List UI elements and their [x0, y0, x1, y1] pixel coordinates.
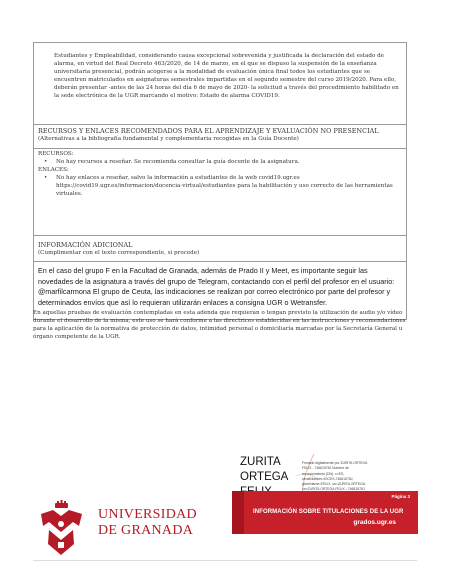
footer-banner [232, 491, 418, 534]
banner-accent [232, 491, 244, 534]
university-name-line: DE GRANADA [98, 522, 194, 538]
bullet-icon: • [44, 175, 48, 181]
resources-list [38, 158, 402, 166]
resources-heading-cell [34, 124, 406, 148]
resource-item-text: No hay recursos a reseñar. Se recomienda consultar la guía docente de la asignatura. [56, 159, 300, 165]
links-label: ENLACES: [38, 167, 69, 173]
university-name-line: UNIVERSIDAD [98, 507, 197, 522]
additional-info-heading-cell [34, 235, 406, 261]
banner-title: INFORMACIÓN SOBRE TITULACIONES DE LA UGR [253, 509, 404, 515]
page-number: Página 3 [391, 494, 410, 499]
banner-site[interactable]: grados.ugr.es [353, 519, 396, 526]
evaluation-text-cell [34, 42, 406, 124]
list-item [44, 158, 402, 166]
additional-info-note: (Cumplimentar con el texto correspondiente, si procede) [38, 250, 200, 256]
data-protection-paragraph: En aquellas pruebas de evaluación contempladas en esta adenda que requieran o tengan previsto la utilización de audio y/o vídeo durante el desarrollo de la misma, este uso se hará conforme a las directrices establecidas en las instrucciones y recomendaciones para la aplicación de la normativa de protección de datos, intimidad personal o domiciliaria marcadas por la Secretaría General u órgano competente de la UGR. [33, 310, 406, 340]
bullet-icon: • [44, 159, 48, 165]
university-name [98, 507, 208, 538]
addendum-table [33, 42, 407, 320]
links-list [38, 174, 402, 198]
resources-cell [34, 148, 406, 235]
resources-note: (Alternativas a la bibliografía fundamental y complementaria recogidas en la Guía Docente) [38, 136, 299, 142]
signature-name-line: ZURITA [240, 456, 281, 468]
footer-divider [33, 560, 417, 561]
additional-info-heading: INFORMACIÓN ADICIONAL [38, 241, 133, 249]
signature-details: Firmado digitalmente por ZURITA ORTEGA FELIX - 74661578J Nombre de reconocimiento (DN): c=ES, serialNumber=IDCES-74661578J, givenName=FELIX, sn=ZURITA ORTEGA, cn=ZURITA ORTEGA FELIX - 74661578J [302, 461, 368, 492]
resources-label: RECURSOS: [38, 151, 74, 157]
signature-name-line: ORTEGA [240, 471, 289, 483]
additional-info-text: En el caso del grupo F en la Facultad de Granada, además de Prado II y Meet, es importante seguir las novedades de la asignatura a través del grupo de Telegram, contactando con el perfil del profesor en el usuario: @marfilcarmona El grupo de Ceuta, las indicaciones se realizan por correo electrónico por parte del profesor y determinados envíos que así lo requieran utilizarán enlaces a consigna UGR o Wetransfer. [38, 266, 395, 307]
ugr-crest-icon [33, 500, 90, 556]
evaluation-text: Estudiantes y Empleabilidad, considerando causa excepcional sobrevenida y justificada la declaración del estado de alarma, en virtud del Real Decreto 463/2020, de 14 de marzo, en el que se dispuso la suspensión de la enseñanza universitaria presencial, podrán acogerse a la modalidad de evaluación única final todos los estudiantes que se encuentren matriculados en asignaturas semestrales impartidas en el segundo semestre del curso 2019/2020. Para ello, deberán presentar -antes de las 24 horas del día 6 de mayo de 2020- la solicitud a través del procedimiento habilitado en la sede electrónica de la UGR marcando el motivo: Estado de alarma COVID19. [54, 53, 399, 99]
list-item [44, 174, 402, 198]
link-item-text: No hay enlaces a reseñar, salvo la información a estudiantes de la web covid19.ugr.es https://covid19.ugr.es/informacion/docencia-virtual/estudiantes para la habilitación y uso correcto de las herramientas virtuales. [56, 175, 393, 197]
resources-heading: RECURSOS Y ENLACES RECOMENDADOS PARA EL APRENDIZAJE Y EVALUACIÓN NO PRESENCIAL [38, 127, 379, 135]
